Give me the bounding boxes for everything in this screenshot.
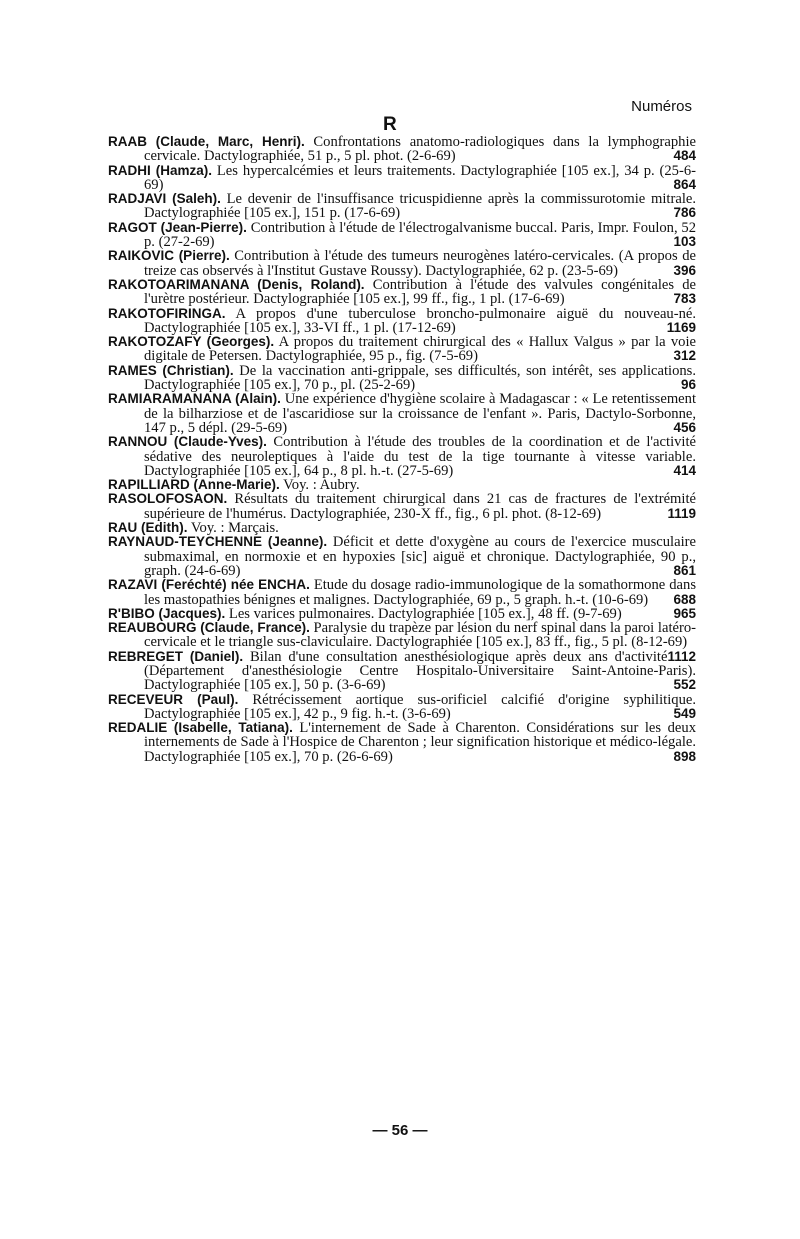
author-name: RAKOTOZAFY (Georges). <box>108 334 275 350</box>
entry-body <box>108 691 696 722</box>
entry-number: 549 <box>673 705 696 721</box>
entry-body <box>108 720 697 765</box>
entry-text: Contribution à l'étude des troubles de la coordination et de l'activité sédative des neuroleptiques à l'aide du test de la tige tournante à vitesse variable. Dactylographiée [105 ex.], 64 p., 8 pl. h.-t. (27-5-69) <box>144 434 697 479</box>
author-name: RAZAVI (Feréchté) née ENCHA. <box>108 577 310 593</box>
entry-number: 552 <box>673 677 696 693</box>
entry-text: Etude du dosage radio-immunologique de la somathormone dans les mastopathies bénignes et malignes. Dactylographiée, 69 p., 5 graph. h.-t. (10-6-69) <box>144 577 696 608</box>
entry-number: 484 <box>673 148 696 164</box>
entry-text: Voy. : Aubry. <box>279 477 360 494</box>
entry-text: Contribution à l'étude des tumeurs neurogènes latéro-cervicales. (A propos de treize cas observés à l'Institut Gustave Roussy). Dactylographiée, 62 p. (23-5-69) <box>144 248 696 279</box>
author-name: R'BIBO (Jacques). <box>108 605 226 621</box>
section-letter: R <box>383 114 397 135</box>
entry-number: 396 <box>673 262 696 278</box>
entry-text: Contribution à l'étude de l'électrogalvanisme buccal. Paris, Impr. Foulon, 52 p. (27-2-69) <box>144 219 696 251</box>
entry-body <box>108 305 696 336</box>
entry-body <box>108 491 696 522</box>
entry-text: De la vaccination anti-grippale, ses difficultés, son intérêt, ses applications. Dactylographiée [105 ex.], 70 p., pl. (25-2-69) <box>144 362 696 394</box>
entry-text: Les varices pulmonaires. Dactylographiée [105 ex.], 48 ff. (9-7-69) <box>225 605 622 622</box>
bibliography-entry <box>108 192 696 221</box>
entry-text: Confrontations anatomo-radiologiques dans la lymphographie cervicale. Dactylographiée, 51 p., 5 pl. phot. (2-6-69) <box>144 134 697 165</box>
bibliography-entry <box>108 249 696 278</box>
entry-number: 96 <box>680 377 696 393</box>
entry-number: 1119 <box>667 505 696 521</box>
bibliography-entry <box>108 335 696 364</box>
entry-number: 783 <box>673 291 696 307</box>
entry-text: Paralysie du trapèze par lésion du nerf spinal dans la paroi latéro-cervicale et le triangle sus-claviculaire. Dactylographiée [105 ex.], 83 ff., fig., 5 pl. (8-12-69) <box>144 620 696 651</box>
author-name: RADJAVI (Saleh). <box>108 191 221 207</box>
bibliography-entry <box>108 478 696 492</box>
entry-body <box>108 577 696 608</box>
entry-number: 786 <box>673 205 696 221</box>
author-name: RAKOTOFIRINGA. <box>108 305 226 321</box>
author-name: RADHI (Hamza). <box>108 162 212 178</box>
entry-text: Le devenir de l'insuffisance tricuspidienne après la commissurotomie mitrale. Dactylographiée [105 ex.], 151 p. (17-6-69) <box>144 191 696 222</box>
entry-number: 1169 <box>666 319 696 335</box>
bibliography-entry <box>108 435 696 478</box>
entry-text: Une expérience d'hygiène scolaire à Madagascar : « Le retentissement de la bilharziose et de l'ascaridiose sur la croissance de l'enfant ». Paris, Dactylo-Sorbonne, 147 p., 5 dépl. (29-5-69) <box>144 391 697 436</box>
author-name: RAAB (Claude, Marc, Henri). <box>108 134 305 149</box>
entry-body <box>108 520 696 537</box>
entry-number: 688 <box>673 591 696 607</box>
author-name: RAPILLIARD (Anne-Marie). <box>108 477 280 493</box>
bibliography-entry <box>108 721 696 764</box>
bibliography-entry <box>108 221 696 250</box>
entry-text: Déficit et dette d'oxygène au cours de l'exercice musculaire submaximal, en normoxie et en hypoxies [sic] aiguë et chronique. Dactylographiée, 90 p., graph. (24-6-69) <box>144 534 696 579</box>
bibliography-list <box>108 135 696 764</box>
bibliography-entry <box>108 535 696 578</box>
author-name: RAMIARAMANANA (Alain). <box>108 391 281 407</box>
author-name: RAKOTOARIMANANA (Denis, Roland). <box>108 276 365 292</box>
bibliography-entry <box>108 278 696 307</box>
author-name: REDALIE (Isabelle, Tatiana). <box>108 720 293 736</box>
entry-text: Résultats du traitement chirurgical dans 21 cas de fractures de l'extrémité supérieure de l'humérus. Dactylographiée, 230-X ff., fig., 6 pl. phot. (8-12-69) <box>144 491 696 522</box>
bibliography-entry <box>108 364 696 393</box>
author-name: RASOLOFOSAON. <box>108 491 228 507</box>
entry-body <box>108 362 696 394</box>
author-name: REBREGET (Daniel). <box>108 648 244 664</box>
author-name: RAIKOVIC (Pierre). <box>108 248 230 264</box>
bibliography-entry <box>108 607 696 621</box>
bibliography-entry <box>108 492 696 521</box>
entry-body <box>108 477 696 494</box>
bibliography-entry <box>108 307 696 336</box>
author-name: RAGOT (Jean-Pierre). <box>108 219 247 235</box>
author-name: RAMES (Christian). <box>108 362 234 378</box>
entry-body <box>108 219 696 251</box>
entry-text: Contribution à l'étude des valvules congénitales de l'urètre postérieur. Dactylographiée [105 ex.], 99 ff., fig., 1 pl. (17-6-69) <box>144 276 696 308</box>
author-name: RECEVEUR (Paul). <box>108 691 239 707</box>
entry-body <box>108 191 696 222</box>
entry-text: A propos d'une tuberculose broncho-pulmonaire aiguë du nouveau-né. Dactylographiée [105 ex.], 33-VI ff., 1 pl. (17-12-69) <box>144 305 696 336</box>
entry-body <box>108 605 696 622</box>
entry-number: 103 <box>673 234 696 250</box>
author-name: REAUBOURG (Claude, France). <box>108 620 310 636</box>
bibliography-entry <box>108 693 696 722</box>
entry-text: L'internement de Sade à Charenton. Considérations sur les deux internements de Sade à l'Hospice de Charenton ; leur signification historique et médico-légale. Dactylographiée [105 ex.], 70 p. (26-6-69) <box>144 720 697 765</box>
author-name: RAYNAUD-TEYCHENNE (Jeanne). <box>108 534 328 550</box>
entry-body <box>108 248 696 279</box>
column-header-numeros: Numéros <box>631 98 692 115</box>
entry-body <box>108 134 697 165</box>
entry-number: 861 <box>673 562 696 578</box>
entry-number: 414 <box>673 462 696 478</box>
entry-text: Rétrécissement aortique sus-orificiel calcifié d'origine syphilitique. Dactylographiée [105 ex.], 42 p., 9 fig. h.-t. (3-6-69) <box>144 691 696 722</box>
bibliography-entry <box>108 392 696 435</box>
entry-text: A propos du traitement chirurgical des « Hallux Valgus » par la voie digitale de Petersen. Dactylographiée, 95 p., fig. (7-5-69) <box>144 334 696 365</box>
page-number: — 56 — <box>372 1122 428 1139</box>
entry-body <box>108 648 696 694</box>
entry-body <box>108 162 696 193</box>
bibliography-entry <box>108 578 696 607</box>
entry-number: 312 <box>673 348 696 364</box>
bibliography-entry <box>108 135 696 164</box>
entry-number: 898 <box>673 748 696 764</box>
entry-body <box>108 434 697 479</box>
bibliography-entry <box>108 521 696 535</box>
entry-number: 1112 <box>667 648 696 664</box>
entry-number: 965 <box>673 605 696 621</box>
bibliography-entry <box>108 164 696 193</box>
entry-body <box>108 276 696 308</box>
bibliography-entry <box>108 650 696 693</box>
entry-body <box>108 391 697 436</box>
author-name: RANNOU (Claude-Yves). <box>108 434 267 450</box>
entry-number: 456 <box>673 419 696 435</box>
entry-text: Bilan d'une consultation anesthésiologique après deux ans d'activité (Département d'anesthésiologie Centre Hospitalo-Universitaire Saint-Antoine-Paris). Dactylographiée [105 ex.], 50 p. (3-6-69) <box>144 648 696 694</box>
entry-text: Voy. : Marçais. <box>187 520 279 537</box>
entry-body <box>108 334 696 365</box>
entry-body <box>108 534 696 579</box>
entry-text: Les hypercalcémies et leurs traitements. Dactylographiée [105 ex.], 34 p. (25-6-69) <box>144 162 696 193</box>
entry-number: 864 <box>673 176 696 192</box>
author-name: RAU (Edith). <box>108 520 188 536</box>
